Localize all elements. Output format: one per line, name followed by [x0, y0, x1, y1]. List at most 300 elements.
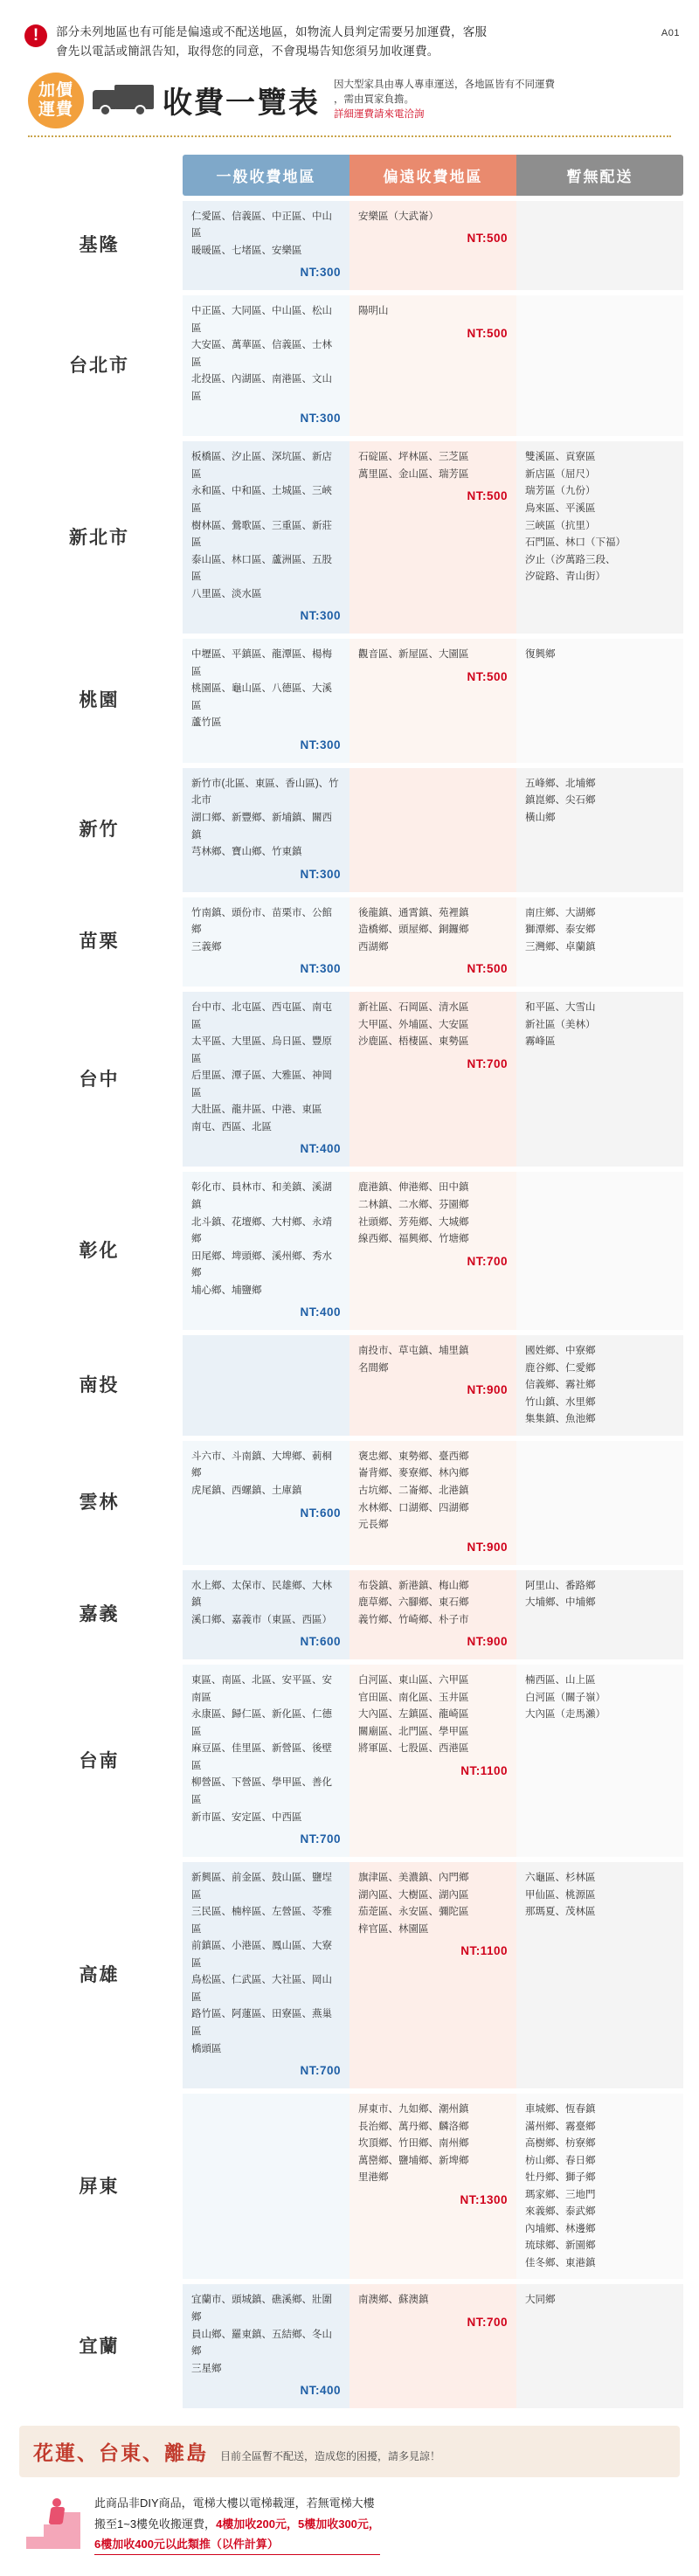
- area-line: 甲仙區、桃源區: [525, 1889, 596, 1901]
- header-remote: 偏遠收費地區: [350, 155, 516, 196]
- cell-remote: [350, 1570, 516, 1660]
- area-line: 埔心鄉、埔鹽鄉: [191, 1285, 262, 1296]
- area-line: 太平區、大里區、烏日區、豐原區: [191, 1036, 332, 1064]
- header-none: 暫無配送: [516, 155, 683, 196]
- area-line: 名間鄉: [358, 1362, 389, 1374]
- area-line: 後龍鎮、通霄鎮、苑裡鎮: [358, 907, 469, 918]
- surcharge-badge: [28, 73, 84, 128]
- area-line: 關廟區、北門區、學甲區: [358, 1726, 469, 1737]
- area-line: 橫山鄉: [525, 812, 556, 823]
- cell-none: [516, 1862, 683, 2088]
- cell-remote: [350, 897, 516, 987]
- table-row: [16, 992, 683, 1167]
- price-normal: NT:400: [300, 1142, 341, 1156]
- area-line: 雙溪區、貢寮區: [525, 452, 596, 463]
- area-line: 台中市、北屯區、西屯區、南屯區: [191, 1002, 332, 1030]
- area-line: 蘆竹區: [191, 717, 222, 729]
- area-line: 將軍區、七股區、西港區: [358, 1743, 469, 1755]
- area-line: 二林鎮、二水鄉、芬園鄉: [358, 1199, 469, 1210]
- table-row: [16, 639, 683, 763]
- area-line: 暖暖區、七堵區、安樂區: [191, 245, 302, 256]
- price-normal: NT:700: [300, 2064, 341, 2078]
- price-remote: NT:700: [467, 1254, 508, 1268]
- area-line: 新店區（屈尺）: [525, 468, 596, 480]
- cell-none: [516, 1665, 683, 1857]
- header-normal: 一般收費地區: [183, 155, 350, 196]
- price-remote: NT:700: [467, 2316, 508, 2329]
- cell-normal: [183, 1570, 350, 1660]
- area-line: 滿州鄉、霧臺鄉: [525, 2121, 596, 2132]
- area-line: 鎮崑鄉、尖石鄉: [525, 795, 596, 807]
- price-normal: NT:300: [300, 266, 341, 280]
- price-normal: NT:300: [300, 867, 341, 881]
- price-normal: NT:300: [300, 737, 341, 751]
- area-list-none: [525, 905, 675, 957]
- area-line: 新社區（美林）: [525, 1019, 596, 1030]
- stairs-fee-note: [26, 2493, 673, 2555]
- area-line: 麻豆區、佳里區、新營區、後壁區: [191, 1743, 332, 1771]
- title-note-line-1: 因大型家具由專人專車運送，各地區皆有不同運費: [334, 79, 555, 90]
- area-line: 南澳鄉、蘇澳鎮: [358, 2295, 429, 2306]
- area-line: 五峰鄉、北埔鄉: [525, 778, 596, 789]
- area-line: 復興鄉: [525, 649, 556, 661]
- area-list-remote: [358, 303, 508, 321]
- price-remote: NT:1300: [460, 2192, 508, 2206]
- price-remote: NT:500: [467, 669, 508, 683]
- area-line: 梓官區、林園區: [358, 1923, 429, 1935]
- price-normal: NT:300: [300, 962, 341, 976]
- area-list-none: [525, 303, 675, 319]
- area-line: 大內區、左鎮區、龍崎區: [358, 1709, 469, 1721]
- fee-table-body: [16, 201, 683, 2409]
- area-line: 新興區、前金區、鼓山區、鹽埕區: [191, 1873, 332, 1901]
- area-list-remote: [358, 1449, 508, 1534]
- islands-title: 花蓮、台東、離島: [33, 2441, 208, 2465]
- cell-normal: [183, 1665, 350, 1857]
- area-line: 集集鎮、魚池鄉: [525, 1414, 596, 1425]
- area-list-none: [525, 647, 675, 664]
- cell-none: [516, 2094, 683, 2279]
- area-line: 三灣鄉、卓蘭鎮: [525, 941, 596, 952]
- cell-remote: [350, 1335, 516, 1436]
- stairs-line-3: 6樓加收400元以此類推（以件計算）: [94, 2534, 380, 2555]
- area-line: 沙鹿區、梧棲區、東勢區: [358, 1036, 469, 1048]
- area-line: 竹南鎮、頭份市、苗栗市、公館鄉: [191, 907, 332, 936]
- area-list-remote: [358, 1870, 508, 1938]
- table-row: [16, 2284, 683, 2408]
- title-band: [28, 73, 671, 128]
- area-line: 琉球鄉、新園鄉: [525, 2240, 596, 2252]
- cell-normal: [183, 201, 350, 291]
- area-list-normal: [191, 449, 341, 603]
- area-line: 汐止（汐萬路三段、: [525, 554, 616, 565]
- area-line: 永康區、歸仁區、新化區、仁德區: [191, 1709, 332, 1737]
- price-normal: NT:400: [300, 2384, 341, 2398]
- area-line: 獅潭鄉、泰安鄉: [525, 924, 596, 936]
- cell-normal: [183, 2284, 350, 2408]
- area-line: 瑪家鄉、三地門: [525, 2189, 596, 2200]
- table-row: [16, 2094, 683, 2279]
- area-line: 瑞芳區（九份）: [525, 486, 596, 497]
- area-list-none: [525, 2292, 675, 2309]
- area-list-none: [525, 1449, 675, 1465]
- area-line: 前鎮區、小港區、鳳山區、大寮區: [191, 1941, 332, 1969]
- area-list-normal: [191, 209, 341, 260]
- cell-remote: [350, 2094, 516, 2279]
- area-list-normal: [191, 1672, 341, 1826]
- badge-line-2: 運費: [38, 100, 73, 119]
- price-normal: NT:700: [300, 1832, 341, 1846]
- area-line: 佳冬鄉、東港鎮: [525, 2257, 596, 2268]
- cell-remote: [350, 441, 516, 634]
- area-line: 義竹鄉、竹崎鄉、朴子市: [358, 1614, 469, 1625]
- cell-none: [516, 1441, 683, 1565]
- area-line: 新社區、石岡區、清水區: [358, 1002, 469, 1014]
- area-line: 白河區（關子嶺）: [525, 1692, 606, 1703]
- area-list-remote: [358, 1672, 508, 1758]
- fee-chart-page: [0, 23, 699, 2555]
- region-label: 宜蘭: [79, 2336, 120, 2357]
- area-line: 斗六市、斗南鎮、大埤鄉、莿桐鄉: [191, 1451, 332, 1479]
- price-normal: NT:600: [300, 1506, 341, 1520]
- area-line: 社頭鄉、芳苑鄉、大城鄉: [358, 1216, 469, 1228]
- area-line: 大安區、萬華區、信義區、士林區: [191, 340, 332, 368]
- area-line: 大肚區、龍井區、中港、東區: [191, 1104, 322, 1116]
- area-line: 萬巒鄉、鹽埔鄉、新埤鄉: [358, 2155, 469, 2166]
- cell-none: [516, 992, 683, 1167]
- area-list-remote: [358, 1343, 508, 1377]
- area-line: 泰山區、林口區、蘆洲區、五股區: [191, 554, 332, 583]
- price-remote: NT:1100: [460, 1944, 508, 1958]
- cell-none: [516, 2284, 683, 2408]
- area-line: 陽明山: [358, 306, 389, 317]
- area-list-remote: [358, 1000, 508, 1051]
- price-normal: NT:300: [300, 609, 341, 623]
- area-line: 中正區、大同區、中山區、松山區: [191, 306, 332, 334]
- stairs-text: [94, 2493, 380, 2555]
- area-list-remote: [358, 209, 508, 226]
- area-list-remote: [358, 449, 508, 483]
- cell-none: [516, 1335, 683, 1436]
- cell-none: [516, 201, 683, 291]
- area-line: 石門區、林口（下福）: [525, 537, 626, 549]
- cell-normal: [183, 1172, 350, 1330]
- area-list-remote: [358, 905, 508, 957]
- area-list-remote: [358, 2292, 508, 2309]
- region-label: 南投: [79, 1375, 120, 1395]
- area-line: 橋頭區: [191, 2043, 222, 2054]
- price-remote: NT:500: [467, 962, 508, 976]
- area-list-normal: [191, 2292, 341, 2378]
- area-line: 和平區、大雪山: [525, 1002, 596, 1014]
- table-row: [16, 201, 683, 291]
- area-list-none: [525, 1343, 675, 1429]
- area-line: 阿里山、番路鄉: [525, 1580, 596, 1591]
- area-line: 南庄鄉、大湖鄉: [525, 907, 596, 918]
- stairs-line-2a: 搬至1~3樓免收搬運費，: [94, 2517, 217, 2531]
- area-list-none: [525, 449, 675, 585]
- cell-remote: [350, 1441, 516, 1565]
- cell-normal: [183, 1335, 350, 1436]
- area-line: 鳥來區、平溪區: [525, 502, 596, 514]
- area-line: 柳營區、下營區、學甲區、善化區: [191, 1777, 332, 1805]
- area-list-none: [525, 1672, 675, 1724]
- cell-remote: [350, 768, 516, 892]
- table-row: [16, 1335, 683, 1436]
- cell-none: [516, 441, 683, 634]
- area-list-normal: [191, 1343, 341, 1359]
- price-normal: NT:400: [300, 1305, 341, 1319]
- area-list-remote: [358, 1578, 508, 1630]
- area-line: 新竹市(北區、東區、香山區)、竹北市: [191, 778, 339, 807]
- price-remote: NT:1100: [460, 1763, 508, 1777]
- area-line: 霧峰區: [525, 1036, 556, 1048]
- area-list-normal: [191, 776, 341, 862]
- area-line: 白河區、東山區、六甲區: [358, 1675, 469, 1686]
- cell-remote: [350, 1172, 516, 1330]
- table-row: [16, 897, 683, 987]
- region-label: 新竹: [79, 820, 120, 841]
- notice-banner: [24, 23, 675, 62]
- cell-normal: [183, 768, 350, 892]
- area-line: 宜蘭市、頭城鎮、礁溪鄉、壯圍鄉: [191, 2295, 332, 2323]
- region-label: 苗栗: [79, 931, 120, 952]
- price-normal: NT:600: [300, 1635, 341, 1649]
- area-line: 鹿谷鄉、仁愛鄉: [525, 1362, 596, 1374]
- area-list-remote: [358, 776, 508, 792]
- area-line: 路竹區、阿蓮區、田寮區、燕巢區: [191, 2009, 332, 2037]
- region-label: 彰化: [79, 1241, 120, 1262]
- area-line: 樹林區、鶯歌區、三重區、新莊區: [191, 520, 332, 549]
- area-list-normal: [191, 1449, 341, 1500]
- page-code: A01: [661, 28, 680, 38]
- area-line: 東區、南區、北區、安平區、安南區: [191, 1675, 332, 1703]
- area-line: 三民區、楠梓區、左營區、苓雅區: [191, 1907, 332, 1935]
- area-list-none: [525, 1180, 675, 1195]
- area-list-none: [525, 776, 675, 828]
- cell-remote: [350, 1665, 516, 1857]
- price-remote: NT:500: [467, 232, 508, 246]
- table-row: [16, 441, 683, 634]
- divider: [28, 135, 671, 137]
- area-list-normal: [191, 905, 341, 957]
- area-list-none: [525, 1578, 675, 1612]
- region-label: 雲林: [79, 1492, 120, 1513]
- area-line: 茄萣區、永安區、彌陀區: [358, 1907, 469, 1918]
- area-line: 大甲區、外埔區、大安區: [358, 1019, 469, 1030]
- page-title: 收費一覽表: [163, 87, 320, 121]
- area-line: 員山鄉、羅東鎮、五結鄉、冬山鄉: [191, 2329, 332, 2358]
- area-line: 里港鄉: [358, 2172, 389, 2184]
- title-note-highlight: 詳細運費請來電洽詢: [334, 109, 425, 121]
- area-list-normal: [191, 1000, 341, 1136]
- region-label: 桃園: [79, 690, 120, 711]
- region-label: 新北市: [69, 527, 129, 548]
- area-line: 鹿草鄉、六腳鄉、東石鄉: [358, 1597, 469, 1609]
- area-line: 安樂區（大武崙）: [358, 211, 439, 222]
- cell-none: [516, 295, 683, 436]
- table-row: [16, 295, 683, 436]
- price-remote: NT:500: [467, 326, 508, 340]
- title-note-line-2: ，需由買家負擔。: [334, 93, 414, 105]
- notice-text: [56, 23, 487, 62]
- cell-none: [516, 1570, 683, 1660]
- area-line: 三峽區（抗里）: [525, 520, 596, 531]
- islands-banner: [19, 2426, 680, 2477]
- area-line: 坎頂鄉、竹田鄉、南州鄉: [358, 2138, 469, 2150]
- area-line: 湖口鄉、新豐鄉、新埔鎮、關西鎮: [191, 812, 332, 841]
- area-line: 鹿港鎮、伸港鄉、田中鎮: [358, 1182, 469, 1194]
- table-row: [16, 1172, 683, 1330]
- area-line: 水林鄉、口湖鄉、四湖鄉: [358, 1502, 469, 1513]
- truck-icon: [93, 81, 154, 120]
- region-label: 台北市: [69, 356, 129, 377]
- cell-normal: [183, 1441, 350, 1565]
- area-line: 大同鄉: [525, 2295, 556, 2306]
- table-row: [16, 1441, 683, 1565]
- fee-table: [16, 149, 683, 2414]
- area-list-none: [525, 2102, 675, 2272]
- area-line: 仁愛區、信義區、中正區、中山區: [191, 211, 332, 239]
- cell-normal: [183, 2094, 350, 2279]
- cell-normal: [183, 992, 350, 1167]
- area-list-normal: [191, 1180, 341, 1299]
- area-line: 來義鄉、泰武鄉: [525, 2206, 596, 2218]
- area-line: 南投市、草屯鎮、埔里鎮: [358, 1346, 469, 1357]
- area-line: 楠西區、山上區: [525, 1675, 596, 1686]
- cell-none: [516, 897, 683, 987]
- area-line: 石碇區、坪林區、三芝區: [358, 452, 469, 463]
- cell-none: [516, 639, 683, 763]
- area-list-normal: [191, 2102, 341, 2117]
- area-line: 國姓鄉、中寮鄉: [525, 1346, 596, 1357]
- area-line: 造橋鄉、頭屋鄉、銅鑼鄉: [358, 924, 469, 936]
- area-list-remote: [358, 647, 508, 664]
- area-line: 竹山鎮、水里鄉: [525, 1396, 596, 1408]
- area-line: 三義鄉: [191, 941, 222, 952]
- cell-none: [516, 1172, 683, 1330]
- area-line: 萬里區、金山區、瑞芳區: [358, 468, 469, 480]
- cell-normal: [183, 897, 350, 987]
- area-line: 板橋區、汐止區、深坑區、新店區: [191, 452, 332, 480]
- region-label: 基隆: [79, 235, 120, 256]
- cell-normal: [183, 295, 350, 436]
- area-line: 車城鄉、恆春鎮: [525, 2103, 596, 2115]
- area-line: 元長鄉: [358, 1520, 389, 1531]
- notice-line-1: 部分未列地區也有可能是偏遠或不配送地區，如物流人員判定需要另加運費，客服: [56, 25, 488, 38]
- islands-note: 目前全區暫不配送，造成您的困擾，請多見諒！: [220, 2450, 441, 2463]
- area-line: 北斗鎮、花壇鄉、大村鄉、永靖鄉: [191, 1216, 332, 1245]
- cell-remote: [350, 639, 516, 763]
- area-line: 牡丹鄉、獅子鄉: [525, 2172, 596, 2184]
- area-line: 六龜區、杉林區: [525, 1873, 596, 1884]
- area-line: 北投區、內湖區、南港區、文山區: [191, 374, 332, 402]
- area-line: 芎林鄉、寶山鄉、竹東鎮: [191, 847, 302, 858]
- area-line: 溪口鄉、嘉義市（東區、西區）: [191, 1614, 332, 1625]
- region-label: 台南: [79, 1750, 120, 1771]
- table-row: [16, 1862, 683, 2088]
- area-line: 鳥松區、仁武區、大社區、岡山區: [191, 1975, 332, 2003]
- table-row: [16, 1570, 683, 1660]
- area-line: 西湖鄉: [358, 941, 389, 952]
- exclamation-icon: !: [24, 24, 47, 47]
- area-line: 彰化市、員林市、和美鎮、溪湖鎮: [191, 1182, 332, 1210]
- cell-normal: [183, 441, 350, 634]
- stairs-line-1: 此商品非DIY商品，電梯大樓以電梯載運，若無電梯大樓: [94, 2496, 375, 2510]
- area-line: 觀音區、新屋區、大園區: [358, 649, 469, 661]
- area-line: 內埔鄉、林邊鄉: [525, 2223, 596, 2234]
- notice-line-2: 會先以電話或簡訊告知，取得您的同意，不會現場告知您須另加收運費。: [56, 45, 439, 59]
- area-line: 褒忠鄉、東勢鄉、臺西鄉: [358, 1451, 469, 1462]
- area-line: 高樹鄉、枋寮鄉: [525, 2138, 596, 2150]
- area-line: 三星鄉: [191, 2363, 222, 2374]
- stairs-line-2b: 4樓加收200元，5樓加收300元，: [216, 2517, 380, 2531]
- area-line: 虎尾鎮、西螺鎮、土庫鎮: [191, 1485, 302, 1497]
- area-line: 崙背鄉、麥寮鄉、林內鄉: [358, 1468, 469, 1479]
- table-row: [16, 768, 683, 892]
- region-label: 台中: [79, 1069, 120, 1090]
- area-line: 八里區、淡水區: [191, 588, 262, 599]
- title-note: [334, 78, 555, 123]
- area-line: 南屯、西區、北區: [191, 1121, 272, 1132]
- badge-line-1: 加價: [38, 80, 73, 100]
- cell-normal: [183, 639, 350, 763]
- area-line: 那瑪夏、茂林區: [525, 1907, 596, 1918]
- area-list-remote: [358, 1180, 508, 1248]
- area-line: 枋山鄉、春日鄉: [525, 2155, 596, 2166]
- price-remote: NT:900: [467, 1635, 508, 1649]
- cell-normal: [183, 1862, 350, 2088]
- cell-remote: [350, 1862, 516, 2088]
- area-line: 汐碇路、青山街）: [525, 571, 606, 583]
- cell-none: [516, 768, 683, 892]
- stairs-carry-icon: [26, 2500, 84, 2549]
- area-line: 大內區（走馬瀨）: [525, 1709, 606, 1721]
- area-list-none: [525, 209, 675, 225]
- cell-remote: [350, 2284, 516, 2408]
- area-line: 布袋鎮、新港鎮、梅山鄉: [358, 1580, 469, 1591]
- area-line: 旗津區、美濃鎮、內門鄉: [358, 1873, 469, 1884]
- area-list-normal: [191, 303, 341, 405]
- table-row: [16, 1665, 683, 1857]
- region-label: 高雄: [79, 1964, 120, 1985]
- area-line: 水上鄉、太保市、民雄鄉、大林鎮: [191, 1580, 332, 1609]
- area-line: 屏東市、九如鄉、潮州鎮: [358, 2103, 469, 2115]
- area-line: 大埔鄉、中埔鄉: [525, 1597, 596, 1609]
- price-remote: NT:500: [467, 489, 508, 503]
- area-line: 后里區、潭子區、大雅區、神岡區: [191, 1070, 332, 1098]
- area-list-remote: [358, 2102, 508, 2187]
- header-spacer: [16, 155, 183, 196]
- area-line: 桃園區、龜山區、八德區、大溪區: [191, 683, 332, 711]
- price-normal: NT:300: [300, 412, 341, 426]
- area-line: 線西鄉、福興鄉、竹塘鄉: [358, 1234, 469, 1245]
- price-remote: NT:900: [467, 1540, 508, 1554]
- area-list-normal: [191, 1870, 341, 2058]
- table-header-row: [16, 155, 683, 196]
- cell-remote: [350, 992, 516, 1167]
- area-line: 長治鄉、萬丹鄉、麟洛鄉: [358, 2121, 469, 2132]
- area-line: 古坑鄉、二崙鄉、北港鎮: [358, 1485, 469, 1497]
- area-list-normal: [191, 1578, 341, 1630]
- cell-remote: [350, 295, 516, 436]
- area-line: 信義鄉、霧社鄉: [525, 1380, 596, 1391]
- area-line: 永和區、中和區、土城區、三峽區: [191, 486, 332, 514]
- area-line: 新市區、安定區、中西區: [191, 1811, 302, 1823]
- region-label: 屏東: [79, 2176, 120, 2197]
- area-line: 湖內區、大樹區、湖內區: [358, 1889, 469, 1901]
- region-label: 嘉義: [79, 1604, 120, 1625]
